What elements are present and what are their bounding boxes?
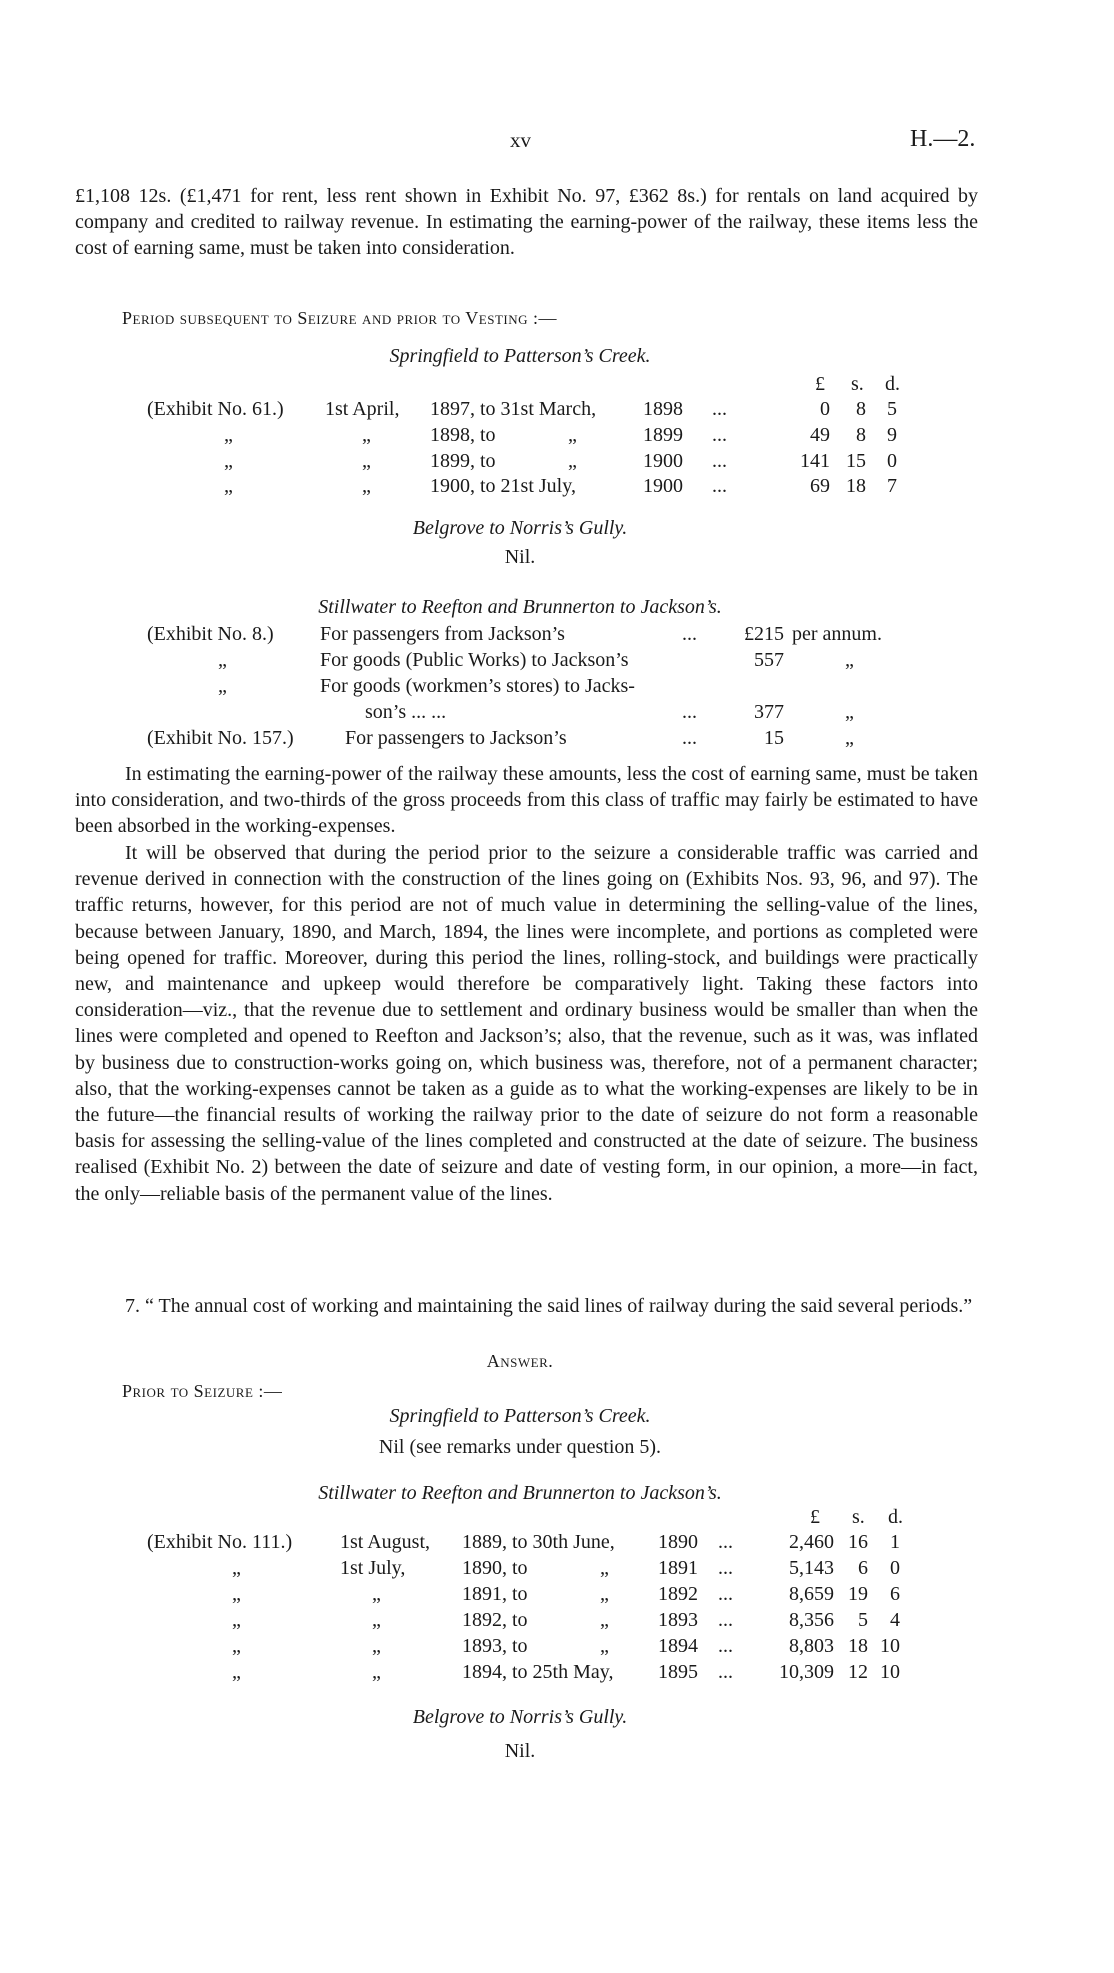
amount-shillings: 5	[858, 1609, 868, 1631]
section-title-stillwater-prior: Stillwater to Reefton and Brunnerton to Jackson’s.	[318, 1482, 722, 1504]
date-from-label: „	[372, 1661, 381, 1683]
year-to: 1899	[643, 424, 683, 446]
col-head-shillings: s.	[851, 373, 864, 395]
amount: 377	[754, 701, 784, 723]
description: For passengers from Jackson’s	[320, 623, 565, 645]
col-head-pounds: £	[815, 373, 825, 395]
period-heading: Period subsequent to Seizure and prior to Vesting :—	[122, 308, 557, 328]
date-from-label: 1st April,	[325, 398, 400, 420]
section-title-springfield: Springfield to Patterson’s Creek.	[389, 345, 651, 367]
leader-dots: ...	[718, 1557, 733, 1579]
amount-shillings: 16	[848, 1531, 868, 1553]
section-value-springfield-prior: Nil (see remarks under question 5).	[378, 1436, 662, 1458]
section-title-springfield-prior: Springfield to Patterson’s Creek.	[389, 1405, 651, 1427]
amount-pence: 10	[880, 1661, 900, 1683]
amount-pence: 7	[887, 475, 897, 497]
leader-dots: ...	[682, 623, 697, 645]
col-head-pence: d.	[885, 373, 900, 395]
ditto-mark: „	[600, 1609, 609, 1631]
exhibit-ref: „	[224, 475, 233, 497]
date-range: 1890, to	[462, 1557, 528, 1579]
amount-pounds: 0	[820, 398, 830, 420]
date-range: 1898, to	[430, 424, 496, 446]
exhibit-ref: „	[224, 424, 233, 446]
amount-pounds: 2,460	[789, 1531, 834, 1553]
year-to: 1900	[643, 475, 683, 497]
date-from-label: „	[372, 1609, 381, 1631]
description: For passengers to Jackson’s	[345, 727, 567, 749]
year-to: 1893	[658, 1609, 698, 1631]
table-row	[0, 701, 1114, 727]
exhibit-ref: „	[232, 1557, 241, 1579]
exhibit-ref: „	[232, 1583, 241, 1605]
exhibit-ref: (Exhibit No. 61.)	[147, 398, 284, 420]
date-range: 1899, to	[430, 450, 496, 472]
prior-heading: Prior to Seizure :—	[122, 1381, 283, 1401]
exhibit-ref: (Exhibit No. 157.)	[147, 727, 294, 749]
leader-dots: ...	[682, 727, 697, 749]
date-from-label: „	[362, 475, 371, 497]
description: For goods (workmen’s stores) to Jacks-	[320, 675, 635, 697]
amount-pounds: 69	[810, 475, 830, 497]
unit: „	[845, 649, 854, 671]
exhibit-ref: „	[224, 450, 233, 472]
section-title-belgrove-prior: Belgrove to Norris’s Gully.	[412, 1706, 628, 1728]
amount-shillings: 6	[858, 1557, 868, 1579]
amount-pounds: 8,659	[789, 1583, 834, 1605]
date-range: 1892, to	[462, 1609, 528, 1631]
amount-pounds: 141	[800, 450, 830, 472]
amount-pence: 1	[890, 1531, 900, 1553]
amount-shillings: 8	[856, 424, 866, 446]
date-range: 1889, to 30th June,	[462, 1531, 615, 1553]
column-heads-2	[0, 1506, 1114, 1532]
col-head-pounds: £	[810, 1506, 820, 1528]
amount-shillings: 8	[856, 398, 866, 420]
amount: 557	[754, 649, 784, 671]
col-head-shillings: s.	[852, 1506, 865, 1528]
leader-dots: ...	[712, 398, 727, 420]
year-to: 1895	[658, 1661, 698, 1683]
col-head-pence: d.	[888, 1506, 903, 1528]
paragraph-earning-power: In estimating the earning-power of the railway these amounts, less the cost of earning same, must be taken into consideration, and two-thirds of the gross proceeds from this class of traffic may fairly be estimated to have been absorbed in the working-expenses.	[75, 763, 978, 838]
table-row	[0, 450, 1114, 476]
amount-shillings: 19	[848, 1583, 868, 1605]
amount: 15	[764, 727, 784, 749]
date-from-label: „	[362, 450, 371, 472]
ditto-mark: „	[600, 1557, 609, 1579]
year-to: 1891	[658, 1557, 698, 1579]
leader-dots: ...	[718, 1583, 733, 1605]
amount-pence: 5	[887, 398, 897, 420]
table-row	[0, 1557, 1114, 1583]
amount-shillings: 12	[848, 1661, 868, 1683]
date-from-label: 1st July,	[340, 1557, 406, 1579]
leader-dots: ...	[712, 475, 727, 497]
amount-shillings: 18	[848, 1635, 868, 1657]
description: son’s ... ...	[365, 701, 447, 723]
date-range: 1900, to 21st July,	[430, 475, 576, 497]
year-to: 1900	[643, 450, 683, 472]
section-value-belgrove: Nil.	[504, 546, 536, 568]
amount-pence: 9	[887, 424, 897, 446]
exhibit-ref: „	[232, 1661, 241, 1683]
table-row	[0, 1531, 1114, 1557]
column-heads-1	[0, 373, 1114, 399]
ditto-mark: „	[600, 1583, 609, 1605]
amount-shillings: 15	[846, 450, 866, 472]
unit: per annum.	[792, 623, 882, 645]
leader-dots: ...	[718, 1661, 733, 1683]
amount-pence: 10	[880, 1635, 900, 1657]
ditto-mark: „	[568, 450, 577, 472]
year-to: 1892	[658, 1583, 698, 1605]
amount-pounds: 8,803	[789, 1635, 834, 1657]
exhibit-ref: (Exhibit No. 111.)	[147, 1531, 293, 1553]
description: For goods (Public Works) to Jackson’s	[320, 649, 629, 671]
section-value-belgrove-prior: Nil.	[504, 1740, 536, 1762]
leader-dots: ...	[718, 1609, 733, 1631]
table-row	[0, 1635, 1114, 1661]
amount-shillings: 18	[846, 475, 866, 497]
table-row	[0, 1661, 1114, 1687]
ditto-mark: „	[568, 424, 577, 446]
date-from-label: „	[372, 1635, 381, 1657]
table-row	[0, 1583, 1114, 1609]
year-to: 1894	[658, 1635, 698, 1657]
exhibit-ref: „	[232, 1609, 241, 1631]
page-number: xv	[510, 128, 531, 152]
ditto-mark: „	[600, 1635, 609, 1657]
table-row	[0, 398, 1114, 424]
date-range: 1894, to 25th May,	[462, 1661, 614, 1683]
answer-label: Answer.	[486, 1351, 554, 1371]
year-to: 1898	[643, 398, 683, 420]
amount-pounds: 10,309	[779, 1661, 834, 1683]
section-title-belgrove: Belgrove to Norris’s Gully.	[412, 517, 628, 539]
exhibit-ref: (Exhibit No. 8.)	[147, 623, 274, 645]
leader-dots: ...	[718, 1635, 733, 1657]
table-row	[0, 424, 1114, 450]
amount-pence: 4	[890, 1609, 900, 1631]
section-title-stillwater: Stillwater to Reefton and Brunnerton to Jackson’s.	[318, 596, 722, 618]
date-from-label: „	[372, 1583, 381, 1605]
amount-pounds: 8,356	[789, 1609, 834, 1631]
table-row	[0, 649, 1114, 675]
leader-dots: ...	[682, 701, 697, 723]
intro-paragraph: £1,108 12s. (£1,471 for rent, less rent shown in Exhibit No. 97, £362 8s.) for rentals on land acquired by company and credited to railway revenue. In estimating the earning-power of the railway, these items less the cost of earning same, must be taken into consideration.	[75, 185, 978, 260]
leader-dots: ...	[712, 424, 727, 446]
exhibit-ref: „	[218, 649, 227, 671]
date-range: 1891, to	[462, 1583, 528, 1605]
leader-dots: ...	[712, 450, 727, 472]
date-from-label: 1st August,	[340, 1531, 431, 1553]
amount-pence: 0	[890, 1557, 900, 1579]
question-7: 7. “ The annual cost of working and maintaining the said lines of railway during the said several periods.”	[125, 1295, 973, 1317]
table-row	[0, 727, 1114, 753]
paragraph-traffic-observation: It will be observed that during the period prior to the seizure a considerable traffic was carried and revenue derived in connection with the construction of the lines going on (Exhibits Nos. 93, 96, and 97). The traffic returns, however, for this period are not of much value in determining the selling-value of the lines, because between January, 1890, and March, 1894, the lines were incomplete, and portions as completed were being opened for traffic. Moreover, during this period the lines, rolling-stock, and buildings were practically new, and maintenance and upkeep would therefore be comparatively light. Taking these factors into consideration—viz., that the revenue due to settlement and ordinary business would be smaller than when the lines were completed and opened to Reefton and Jackson’s; also, that the revenue, such as it was, was inflated by business due to construction-works going on, which business was, therefore, not of a permanent character; also, that the working-expenses cannot be taken as a guide as to what the working-expenses are likely to be in the future—the financial results of working the railway prior to the date of seizure do not form a reasonable basis for assessing the selling-value of the lines completed and constructed at the date of seizure. The business realised (Exhibit No. 2) between the date of seizure and date of vesting form, in our opinion, a more—in fact, the only—reliable basis of the permanent value of the lines.	[75, 842, 978, 1205]
exhibit-ref: „	[218, 675, 227, 697]
amount: £215	[744, 623, 784, 645]
unit: „	[845, 727, 854, 749]
date-from-label: „	[362, 424, 371, 446]
exhibit-ref: „	[232, 1635, 241, 1657]
leader-dots: ...	[718, 1531, 733, 1553]
table-row	[0, 475, 1114, 501]
amount-pence: 0	[887, 450, 897, 472]
amount-pence: 6	[890, 1583, 900, 1605]
table-row	[0, 1609, 1114, 1635]
unit: „	[845, 701, 854, 723]
document-reference: H.—2.	[910, 126, 976, 152]
date-range: 1893, to	[462, 1635, 528, 1657]
table-row	[0, 675, 1114, 701]
amount-pounds: 49	[810, 424, 830, 446]
year-to: 1890	[658, 1531, 698, 1553]
amount-pounds: 5,143	[789, 1557, 834, 1579]
table-row	[0, 623, 1114, 649]
date-range: 1897, to 31st March,	[430, 398, 597, 420]
